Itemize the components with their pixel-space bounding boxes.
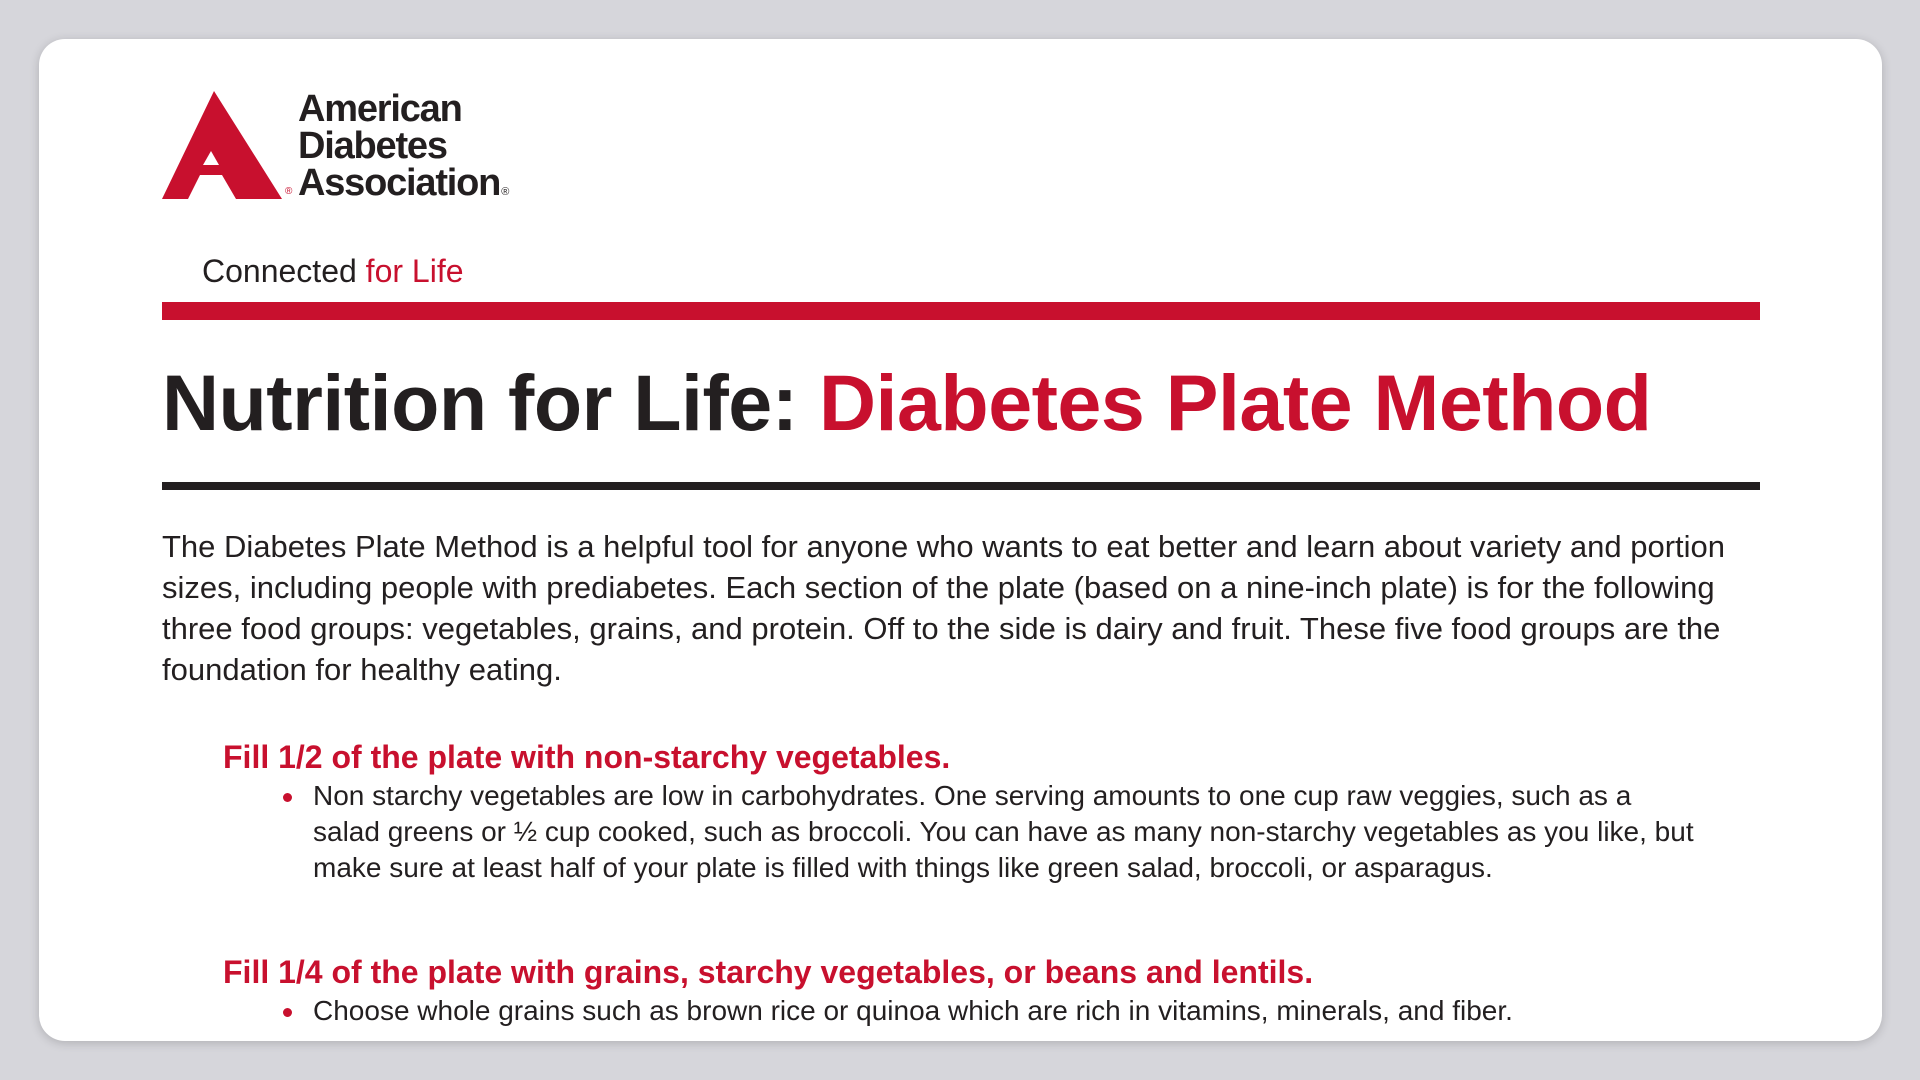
list-item-text: Choose whole grains such as brown rice or quinoa which are rich in vitamins, minerals, and fiber. [313, 995, 1513, 1026]
list-item-text: Non starchy vegetables are low in carbohydrates. One serving amounts to one cup raw veggies, such as a salad greens or ½ cup cooked, such as broccoli. You can have as many non-starchy vegetables as you like, but make sure at least half of your plate is filled with things like green salad, broccoli, or asparagus. [313, 780, 1694, 883]
document-page [39, 39, 1882, 1041]
bullet-dot-icon [283, 1008, 292, 1017]
logo-registered-mark: ® [285, 186, 293, 197]
ada-triangle-logo-icon [162, 91, 282, 199]
page-title-part2: Diabetes Plate Method [819, 358, 1652, 447]
section-heading-grains: Fill 1/4 of the plate with grains, starchy vegetables, or beans and lentils. [223, 954, 1314, 990]
list-item [282, 993, 1702, 1029]
logo-line-association [298, 162, 509, 211]
page-title [162, 357, 1651, 449]
intro-paragraph: The Diabetes Plate Method is a helpful tool for anyone who wants to eat better and learn about variety and portion sizes, including people with prediabetes. Each section of the plate (based on a nine-inch plate) is for the following three food groups: vegetables, grains, and protein. Off to the side is dairy and fruit. These five food groups are the foundation for healthy eating. [162, 529, 1726, 687]
logo-registered-mark-2: ® [501, 186, 509, 198]
tagline-part2: for Life [365, 253, 464, 289]
dark-divider [162, 482, 1760, 490]
bullet-list-vegetables [282, 778, 1702, 886]
logo-line-american: American [298, 88, 462, 130]
red-divider [162, 302, 1760, 320]
section-heading-vegetables: Fill 1/2 of the plate with non-starchy vegetables. [223, 739, 951, 775]
list-item [282, 778, 1702, 886]
logo-line-association-text: Association [298, 162, 501, 204]
bullet-dot-icon [283, 793, 292, 802]
logo-tagline [202, 253, 464, 290]
tagline-part1: Connected [202, 253, 366, 289]
logo-line-diabetes: Diabetes [298, 125, 447, 167]
page-title-part1: Nutrition for Life: [162, 358, 819, 447]
ada-logo [162, 88, 582, 291]
bullet-list-grains [282, 993, 1702, 1029]
